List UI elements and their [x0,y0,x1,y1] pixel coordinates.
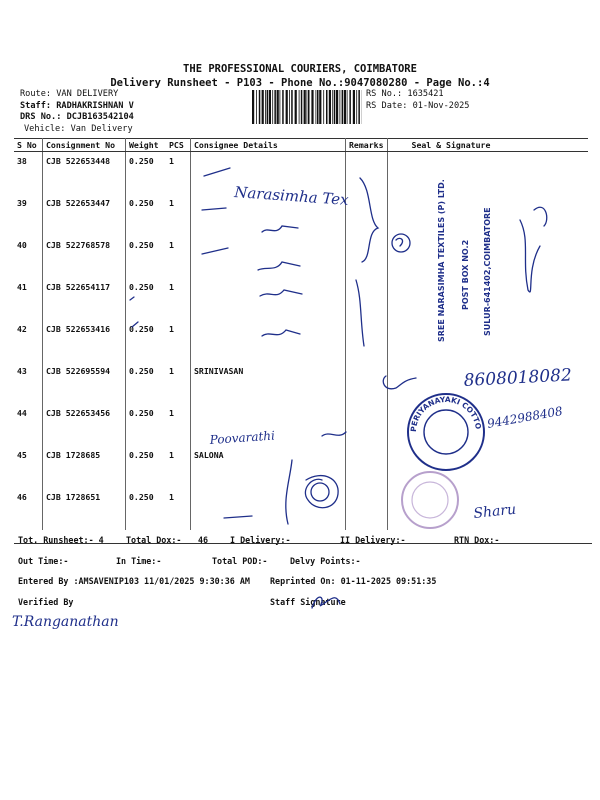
barcode-bar [299,90,300,124]
meta-left [20,89,134,135]
barcode-bar [295,90,297,124]
barcode-bar [252,90,254,124]
cell-consignee: SALONA [191,446,346,488]
vehicle-text: Vehicle: Van Delivery [24,123,133,134]
round-seal-text: PERIYANAYAKI COTTON MILLS [408,394,483,434]
cell-weight: 0.250 [129,282,154,292]
tot-runsheet: Tot. Runsheet:- 4 [18,535,104,545]
cell-seal [387,446,588,488]
rtn-dox: RTN Dox:- [454,535,500,545]
table-row [14,236,588,278]
barcode-bar [344,90,346,124]
cell-pcs: 1 [166,362,191,404]
col-seal: Seal & Signature [387,139,588,152]
barcode-bar [301,90,303,124]
in-time: In Time:- [116,556,162,566]
barcode-bar [304,90,306,124]
verified-by: Verified By [18,597,74,607]
cell-seal [387,404,588,446]
barcode-bar [329,90,331,124]
barcode-bar [272,90,273,124]
cell-weight: 0.250 [129,240,154,250]
drs-number: DRS No.: DCJB163542104 [20,112,134,122]
barcode-bar [356,90,357,124]
cell-remarks [346,320,388,362]
stamp-line-3: SULUR-641402,COIMBATORE [483,207,492,336]
cell-weight: 0.250 [129,408,154,418]
barcode-bar [340,90,341,124]
cell-remarks [346,488,388,530]
col-consignee: Consignee Details [191,139,346,152]
handwritten-name-2: Poovarathi [209,428,276,447]
cell-sno: 45 [14,446,43,488]
barcode-bar [307,90,308,124]
table-row [14,194,588,236]
cell-remarks [346,194,388,236]
cell-remarks [346,236,388,278]
cell-sno: 42 [14,320,43,362]
handwritten-phone: 8608018082 [463,365,573,391]
barcode-bar [349,90,351,124]
cell-pcs: 1 [166,152,191,195]
out-time: Out Time:- [18,556,69,566]
cell-sno: 38 [14,152,43,195]
rs-date: RS Date: 01-Nov-2025 [366,100,470,111]
cell-sno: 44 [14,404,43,446]
table-row [14,362,588,404]
i-delivery: I Delivery:- [230,535,291,545]
total-pod: Total POD:- [212,556,268,566]
cell-consignment: CJB 522654117 [43,278,126,320]
barcode-bar [277,90,279,124]
barcode-bar [311,90,313,124]
route-text: Route: VAN DELIVERY [20,89,119,99]
cell-consignee [191,278,346,320]
cell-seal [387,236,588,278]
staff-signature-label: Staff Signature [270,597,346,607]
cell-seal [387,194,588,236]
cell-seal [387,362,588,404]
col-pcs: PCS [166,139,191,152]
barcode-bar [267,90,269,124]
cell-consignment: CJB 522653447 [43,194,126,236]
barcode-bar [256,90,257,124]
table-row [14,320,588,362]
cell-pcs: 1 [166,236,191,278]
cell-sno: 43 [14,362,43,404]
cell-sno: 39 [14,194,43,236]
barcode [252,90,362,124]
total-dox: Total Dox:- [126,535,182,545]
handwritten-name: Narasimha Tex [233,183,350,209]
table-row [14,446,588,488]
cell-weight: 0.250 [129,324,154,334]
table-header [14,139,588,152]
cell-consignee [191,488,346,530]
barcode-bar [289,90,290,124]
cell-pcs: 1 [166,404,191,446]
cell-consignment: CJB 522768578 [43,236,126,278]
cell-consignment: CJB 522653448 [43,152,126,195]
barcode-bar [358,90,360,124]
barcode-bar [280,90,281,124]
cell-consignee [191,404,346,446]
cell-seal [387,320,588,362]
table-row [14,488,588,530]
cell-remarks [346,446,388,488]
meta-right [366,89,469,112]
reprinted-on: Reprinted On: 01-11-2025 09:51:35 [270,576,437,586]
rs-number: RS No.: 1635421 [366,89,444,99]
cell-pcs: 1 [166,488,191,530]
staff-text: Staff: RADHAKRISHNAN V [20,100,134,111]
cell-seal [387,278,588,320]
handwritten-phone-2: 9442988408 [486,403,564,431]
cell-remarks [346,152,388,195]
table-row [14,152,588,195]
barcode-bar [332,90,333,124]
delvy-points: Delvy Points:- [290,556,361,566]
cell-pcs: 1 [166,320,191,362]
stamp-line-1: SREE NARASIMHA TEXTILES (P) LTD. [437,179,446,342]
cell-remarks [346,278,388,320]
cell-consignee [191,236,346,278]
cell-sno: 41 [14,278,43,320]
cell-consignee [191,320,346,362]
barcode-bar [326,90,328,124]
barcode-bar [347,90,348,124]
cell-seal [387,488,588,530]
col-weight: Weight [126,139,167,152]
barcode-bar [259,90,261,124]
cell-sno: 46 [14,488,43,530]
barcode-bar [319,90,321,124]
barcode-bar [342,90,344,124]
stamp-line-2: POST BOX NO.2 [461,239,470,310]
col-sno: S No [14,139,43,152]
cell-consignee [191,194,346,236]
barcode-bar [286,90,288,124]
divider [14,543,592,544]
total-dox-value: 46 [198,535,209,545]
cell-pcs: 1 [166,194,191,236]
ii-delivery: II Delivery:- [340,535,406,545]
entered-by: Entered By :AMSAVENIP103 11/01/2025 9:30:36 AM [18,576,250,586]
col-consignment: Consignment No [43,139,126,152]
barcode-bar [353,90,355,124]
barcode-bar [334,90,336,124]
handwritten-signer: T.Ranganathan [12,614,119,630]
runsheet-title: Delivery Runsheet - P103 - Phone No.:9047080280 - Page No.:4 [110,77,490,89]
barcode-bar [265,90,266,124]
cell-seal [387,152,588,195]
cell-consignment: CJB 522653416 [43,320,126,362]
cell-pcs: 1 [166,278,191,320]
runsheet-table [14,138,588,530]
table-row [14,404,588,446]
barcode-bar [282,90,284,124]
cell-weight: 0.250 [129,492,154,502]
barcode-bar [317,90,319,124]
barcode-bar [336,90,338,124]
col-remarks: Remarks [346,139,388,152]
cell-sno: 40 [14,236,43,278]
barcode-bar [308,90,310,124]
cell-consignment: CJB 1728685 [43,446,126,488]
handwritten-name-3: Sharu [472,501,517,522]
cell-consignment: CJB 522653456 [43,404,126,446]
table-row [14,278,588,320]
barcode-bar [262,90,264,124]
cell-consignment: CJB 1728651 [43,488,126,530]
cell-pcs: 1 [166,446,191,488]
barcode-bar [274,90,276,124]
cell-remarks [346,362,388,404]
barcode-bar [316,90,317,124]
cell-weight: 0.250 [129,450,154,460]
barcode-bar [269,90,271,124]
cell-weight: 0.250 [129,198,154,208]
barcode-bar [291,90,293,124]
cell-remarks [346,404,388,446]
cell-consignment: CJB 522695594 [43,362,126,404]
cell-weight: 0.250 [129,366,154,376]
barcode-bar [323,90,324,124]
cell-consignee [191,152,346,195]
cell-weight: 0.250 [129,156,154,166]
cell-consignee: SRINIVASAN [191,362,346,404]
company-name: THE PROFESSIONAL COURIERS, COIMBATORE [183,63,417,75]
